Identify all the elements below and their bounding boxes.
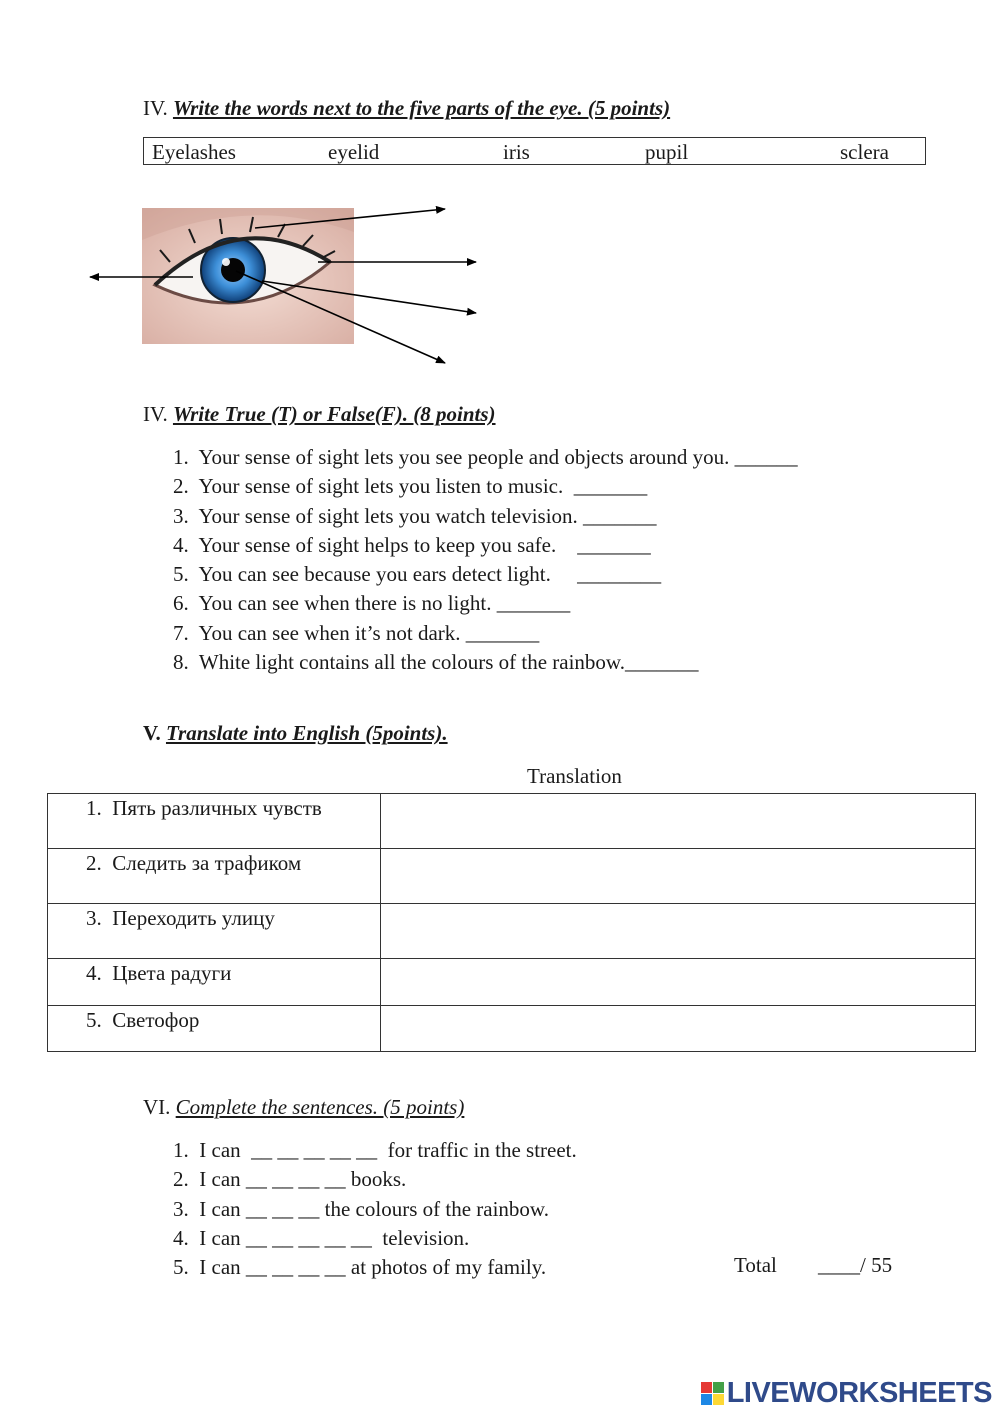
translate-numeral: V. — [143, 721, 161, 745]
list-item: 7. You can see when it’s not dark. _______ — [173, 620, 540, 645]
translate-heading — [143, 721, 448, 746]
complete-heading — [143, 1095, 464, 1120]
total-score: ____/ 55 — [818, 1253, 893, 1277]
complete-list — [173, 1136, 577, 1282]
russian-phrase: 4. Цвета радуги — [86, 961, 232, 985]
true-false-numeral: IV. — [143, 402, 168, 426]
true-false-list — [173, 443, 798, 677]
translation-table — [47, 793, 976, 1052]
list-item: 1. Your sense of sight lets you see people and objects around you. ______ — [173, 445, 798, 469]
logo-icon — [701, 1382, 724, 1405]
list-item: 3. I can __ __ __ the colours of the rainbow. — [173, 1196, 549, 1221]
russian-phrase: 2. Следить за трафиком — [86, 851, 302, 875]
word-bank-word: eyelid — [328, 140, 380, 164]
list-item: 4. Your sense of sight helps to keep you safe. _______ — [173, 532, 651, 557]
list-item: 4. I can __ __ __ __ __ television. — [173, 1225, 470, 1250]
logo-text: LIVEWORKSHEETS — [726, 1377, 992, 1409]
table-cell-russian — [48, 904, 381, 959]
translation-column-header: Translation — [527, 764, 622, 788]
word-bank-word: iris — [503, 140, 530, 164]
list-item: 3. Your sense of sight lets you watch television. _______ — [173, 503, 657, 528]
eye-section-numeral: IV. — [143, 96, 168, 120]
complete-numeral: VI. — [143, 1095, 171, 1119]
true-false-heading — [143, 402, 496, 427]
eye-section-heading — [143, 96, 670, 121]
russian-phrase: 5. Светофор — [86, 1008, 200, 1032]
table-row — [48, 904, 976, 959]
true-false-title: Write True (T) or False(F). (8 points) — [172, 402, 496, 426]
total-label: Total — [734, 1253, 777, 1277]
russian-phrase: 3. Переходить улицу — [86, 906, 275, 930]
table-row — [48, 849, 976, 904]
list-item: 5. You can see because you ears detect light. ________ — [173, 562, 662, 587]
russian-phrase: 1. Пять различных чувств — [86, 796, 322, 820]
translate-title: Translate into English (5points). — [165, 721, 448, 745]
word-bank-word: pupil — [645, 140, 689, 164]
complete-title: Complete the sentences. (5 points) — [175, 1095, 465, 1119]
translation-answer-cell[interactable] — [381, 794, 976, 849]
list-item: 1. I can __ __ __ __ __ for traffic in the street. — [173, 1138, 577, 1162]
table-row — [48, 794, 976, 849]
list-item: 8. White light contains all the colours of the rainbow._______ — [173, 650, 699, 675]
eye-diagram — [0, 195, 520, 375]
table-cell-russian — [48, 1006, 381, 1052]
list-item: 2. I can __ __ __ __ books. — [173, 1167, 407, 1192]
translation-answer-cell[interactable] — [381, 849, 976, 904]
table-cell-russian — [48, 959, 381, 1006]
word-bank-box — [143, 137, 926, 165]
translation-answer-cell[interactable] — [381, 904, 976, 959]
list-item: 5. I can __ __ __ __ at photos of my family. — [173, 1255, 547, 1280]
word-bank-word: sclera — [840, 140, 889, 164]
translation-answer-cell[interactable] — [381, 1006, 976, 1052]
eye-section-title: Write the words next to the five parts of the eye. (5 points) — [172, 96, 671, 120]
list-item: 2. Your sense of sight lets you listen to music. _______ — [173, 474, 648, 499]
translation-answer-cell[interactable] — [381, 959, 976, 1006]
liveworksheets-logo[interactable] — [701, 1377, 992, 1410]
list-item: 6. You can see when there is no light. _______ — [173, 591, 571, 616]
table-cell-russian — [48, 849, 381, 904]
word-bank-word: Eyelashes — [152, 140, 236, 164]
table-row — [48, 959, 976, 1006]
table-cell-russian — [48, 794, 381, 849]
table-row — [48, 1006, 976, 1052]
